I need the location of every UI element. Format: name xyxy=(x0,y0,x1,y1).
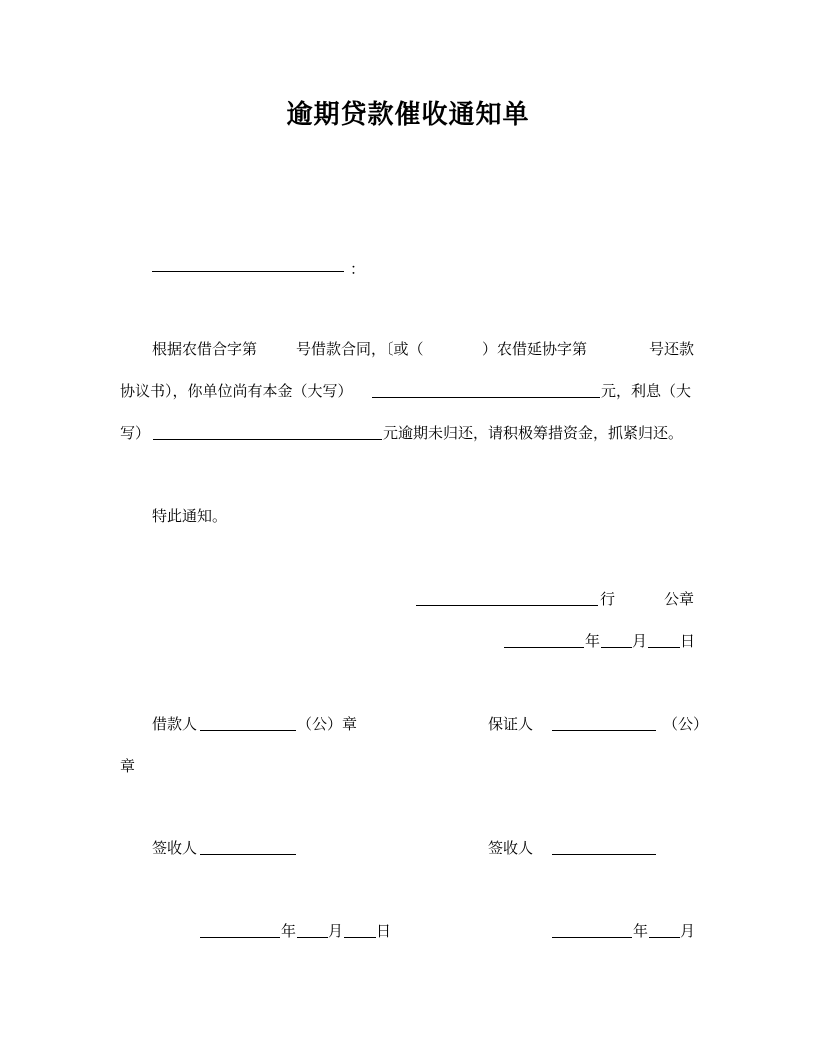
para1-part-b: 号借款合同，〔或（ xyxy=(296,340,424,358)
borrower-year-blank xyxy=(200,937,280,938)
borrower-signer-label: 签收人 xyxy=(152,839,198,857)
guarantor-seal-open: （公） xyxy=(663,715,709,733)
guarantor-signer-label: 签收人 xyxy=(488,839,534,857)
para1-line3-b: 元逾期未归还，请积极筹措资金，抓紧归还。 xyxy=(383,424,684,442)
borrower-month: 月 xyxy=(328,922,344,940)
borrower-year: 年 xyxy=(281,922,297,940)
guarantor-month-blank xyxy=(649,937,680,938)
borrower-name-blank xyxy=(200,730,296,731)
guarantor-seal-wrap: 章 xyxy=(120,757,136,775)
principal-blank xyxy=(372,397,600,398)
bank-year: 年 xyxy=(585,632,601,650)
bank-seal: 公章 xyxy=(664,590,695,608)
bank-month: 月 xyxy=(632,632,648,650)
para1-line2-a: 协议书），你单位尚有本金（大写） xyxy=(120,382,353,400)
bank-month-blank xyxy=(601,647,632,648)
interest-blank xyxy=(153,439,382,440)
borrower-label: 借款人 xyxy=(152,715,198,733)
guarantor-name-blank xyxy=(552,730,656,731)
addressee-blank xyxy=(152,271,344,272)
borrower-seal: （公）章 xyxy=(297,715,358,733)
guarantor-signer-blank xyxy=(552,854,656,855)
guarantor-label: 保证人 xyxy=(488,715,534,733)
guarantor-year: 年 xyxy=(633,922,649,940)
para1-line2-b: 元，利息（大 xyxy=(601,382,692,400)
bank-name-blank xyxy=(416,605,598,606)
guarantor-year-blank xyxy=(552,937,632,938)
bank-hang: 行 xyxy=(600,590,616,608)
para1-part-a: 根据农借合字第 xyxy=(152,340,258,358)
addressee-colon: ： xyxy=(350,260,366,278)
borrower-day: 日 xyxy=(376,922,392,940)
guarantor-month: 月 xyxy=(680,922,696,940)
borrower-signer-blank xyxy=(200,854,296,855)
bank-year-blank xyxy=(504,647,584,648)
para1-part-c: ）农借延协字第 xyxy=(482,340,588,358)
borrower-month-blank xyxy=(297,937,328,938)
bank-day-blank xyxy=(648,647,680,648)
para1-line3-a: 写） xyxy=(120,424,151,442)
notice-text: 特此通知。 xyxy=(152,507,228,525)
bank-day: 日 xyxy=(680,632,696,650)
borrower-day-blank xyxy=(344,937,376,938)
document-title: 逾期贷款催收通知单 xyxy=(286,100,530,130)
para1-part-d: 号还款 xyxy=(649,340,695,358)
